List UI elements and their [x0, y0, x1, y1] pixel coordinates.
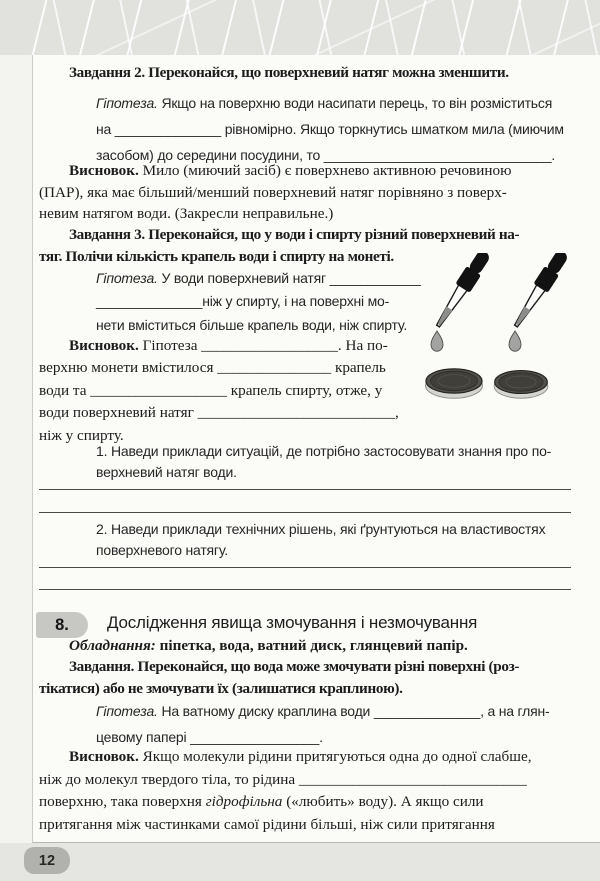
pipette-coin-illustration [403, 253, 600, 415]
text-line: притягання між частинками самої рідини більші, ніж сили притягання [39, 815, 495, 833]
text-line: ______________ніж у спирту, і на поверхні мо- [96, 293, 390, 310]
answer-line [39, 512, 571, 513]
section-title: Дослідження явища змочування і незмочування [107, 613, 478, 632]
task-text: Переконайся, що вода може змочувати різні поверхні (роз- [137, 658, 520, 675]
text-line: (ПАР), яка має більший/менший поверхневий натяг порівняно з поверх- [39, 183, 507, 201]
text-line: Завдання 2. Переконайся, що поверхневий натяг можна зменшити. [69, 64, 509, 81]
question-2 [96, 519, 581, 561]
text-line [96, 698, 581, 724]
conclusion-text: Якщо молекули рідини притягуються одна до одної слабше, [142, 748, 532, 765]
decorative-header-band [0, 0, 600, 55]
text-line: води поверхневий натяг __________________________, [39, 404, 399, 422]
text-line: тікатися) або не змочувати їх (залишатися краплиною). [39, 679, 403, 697]
text-line [96, 90, 581, 116]
text-line: цевому папері _________________. [96, 729, 323, 745]
text-line [39, 335, 425, 357]
question-1 [96, 441, 581, 483]
text-line: 1. Наведи приклади ситуацій, де потрібно застосовувати знання про по- [96, 443, 552, 459]
text-line: 2. Наведи приклади технічних рішень, які ґрунтуються на властивостях [96, 521, 546, 537]
text-line: ніж у спирту. [39, 426, 124, 444]
task3-hypothesis [96, 267, 441, 337]
droplet-icon [431, 331, 443, 351]
text-line [39, 656, 579, 678]
answer-line [39, 589, 571, 590]
text-line: засобом) до середини посудини, то ______________________________. [96, 147, 556, 163]
text-line: нети вміститься більше крапель води, ніж спирту. [96, 316, 408, 333]
text-line [39, 791, 579, 814]
text-line: верхню монети вмістилося _______________ крапель [39, 359, 386, 377]
conclusion-label: Висновок. [69, 337, 139, 354]
text-line: на ______________ рівномірно. Якщо торкнутись шматком мила (миючим [96, 121, 564, 137]
text-line [39, 746, 579, 769]
text-line: верхневий натяг води. [96, 464, 237, 480]
answer-line [39, 489, 571, 490]
coin-icon [494, 371, 548, 399]
page [32, 55, 600, 843]
conclusion-text: Гіпотеза __________________. На по- [142, 337, 388, 354]
conclusion-label: Висновок. [69, 162, 139, 179]
task2-title [39, 62, 584, 84]
text-line: тяг. Полічи кількість крапель води і спирту на монеті. [39, 247, 394, 265]
conclusion-text: Мило (миючий засіб) є поверхнево активною речовиною [142, 162, 512, 179]
hypothesis-label: Гіпотеза. [96, 95, 158, 111]
text-line: води та __________________ крапель спирту, отже, у [39, 381, 383, 399]
section8-conclusion [39, 746, 579, 836]
equipment-line [39, 635, 579, 657]
conclusion-text: («любить» воду). А якщо сили [282, 793, 484, 811]
answer-line [39, 567, 571, 568]
section8-hypothesis [96, 698, 581, 750]
page-bottom-margin [0, 843, 600, 881]
hypothesis-text: На ватному диску краплина води ______________, а на глян- [161, 703, 550, 719]
task2-hypothesis [96, 90, 581, 168]
text-line [96, 267, 441, 290]
task3-conclusion [39, 335, 425, 447]
coin-icon [426, 369, 483, 399]
text-line: поверхневого натягу. [96, 542, 228, 558]
task-label: Завдання. [69, 658, 135, 675]
pipette-icon [431, 253, 493, 331]
conclusion-label: Висновок. [69, 748, 139, 765]
text-line: ніж до молекул твердого тіла, то рідина ______________________________ [39, 770, 527, 788]
text-line [39, 160, 579, 182]
hypothesis-label: Гіпотеза. [96, 270, 158, 286]
pipette-icon [509, 253, 571, 331]
page-number-badge: 12 [24, 847, 70, 874]
hydrophilic-term: гідрофільна [205, 793, 283, 811]
section8-task [39, 656, 579, 699]
equipment-label: Обладнання: [69, 637, 156, 654]
text-line [39, 635, 579, 657]
conclusion-text: поверхню, така поверхня [39, 793, 206, 811]
droplet-icon [509, 331, 521, 351]
text-line: невим натягом води. (Закресли неправильне.) [39, 205, 334, 222]
hypothesis-text: Якщо на поверхню води насипати перець, то він розміститься [161, 95, 553, 111]
section-number-badge: 8. [36, 612, 88, 638]
hypothesis-label: Гіпотеза. [96, 703, 158, 719]
text-line: Завдання 3. Переконайся, що у води і спирту різний поверхневий на- [69, 226, 520, 243]
task2-conclusion [39, 160, 579, 225]
hypothesis-text: У води поверхневий натяг ____________ [161, 270, 421, 286]
equipment-text: піпетка, вода, ватний диск, глянцевий папір. [159, 637, 468, 654]
